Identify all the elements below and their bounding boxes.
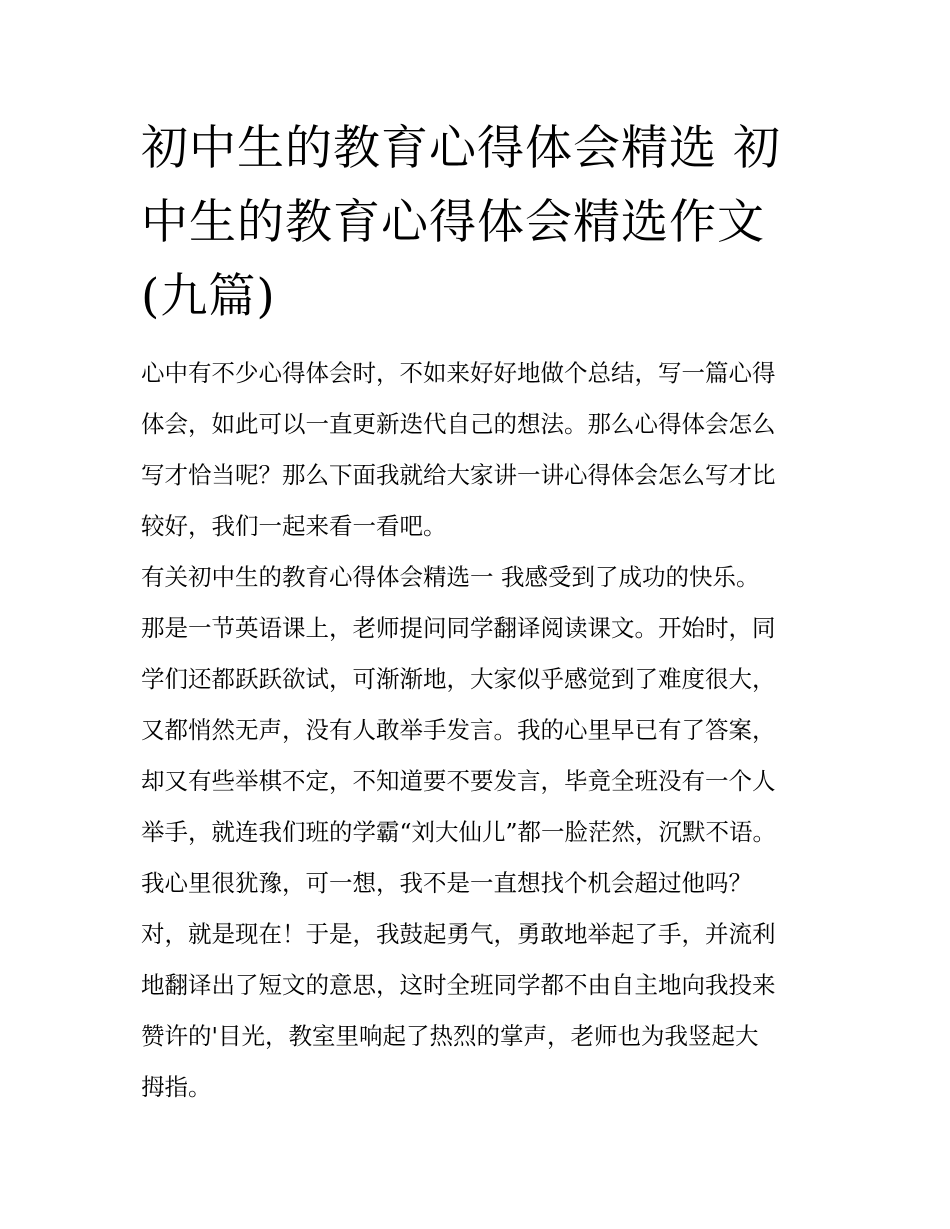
text-line: 有关初中生的教育心得体会精选一 我感受到了成功的快乐。 xyxy=(141,563,760,591)
text-line: 较好，我们一起来看一看吧。 xyxy=(141,512,447,540)
text-line: 赞许的'目光，教室里响起了热烈的掌声，老师也为我竖起大 xyxy=(141,1022,759,1050)
title-line: 初中生的教育心得体会精选 初 xyxy=(141,121,781,176)
text-line: 学们还都跃跃欲试，可渐渐地，大家似乎感觉到了难度很大， xyxy=(141,665,776,693)
text-line: 又都悄然无声，没有人敢举手发言。我的心里早已有了答案， xyxy=(141,716,776,744)
text-line: 那是一节英语课上，老师提问同学翻译阅读课文。开始时，同 xyxy=(141,614,776,642)
text-line: 地翻译出了短文的意思，这时全班同学都不由自主地向我投来 xyxy=(141,971,776,999)
text-line: 心中有不少心得体会时，不如来好好地做个总结，写一篇心得 xyxy=(141,359,776,387)
title-line: (九篇) xyxy=(141,269,276,324)
intro-paragraph xyxy=(141,348,821,552)
text-line: 写才恰当呢？那么下面我就给大家讲一讲心得体会怎么写才比 xyxy=(141,461,776,489)
text-line: 对，就是现在！于是，我鼓起勇气，勇敢地举起了手，并流利 xyxy=(141,920,776,948)
text-line: 体会，如此可以一直更新迭代自己的想法。那么心得体会怎么 xyxy=(141,410,776,438)
title-line: 中生的教育心得体会精选作文 xyxy=(141,195,765,250)
text-line: 我心里很犹豫，可一想，我不是一直想找个机会超过他吗？ xyxy=(141,869,752,897)
text-line: 举手，就连我们班的学霸“刘大仙儿”都一脸茫然，沉默不语。 xyxy=(141,818,777,846)
document-title xyxy=(141,112,821,334)
text-line: 却又有些举棋不定，不知道要不要发言，毕竟全班没有一个人 xyxy=(141,767,776,795)
document-body xyxy=(141,348,821,1113)
essay-paragraph xyxy=(141,552,821,1113)
text-line: 拇指。 xyxy=(141,1073,212,1101)
document-content xyxy=(141,112,821,1113)
